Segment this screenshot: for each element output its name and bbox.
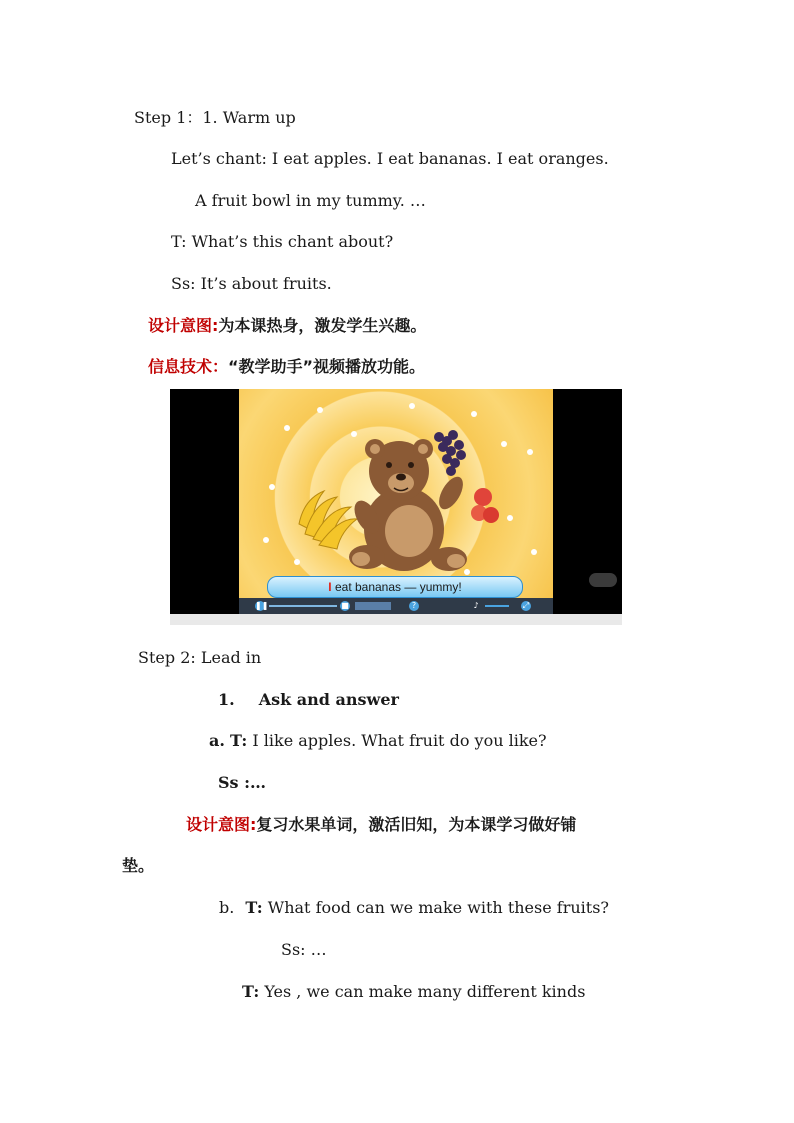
video-subtitle — [267, 576, 523, 598]
item-a-question: I like apples. What fruit do you like? — [252, 731, 547, 750]
pause-icon[interactable]: ❚❚ — [255, 601, 269, 610]
item-a-label: a. — [209, 731, 225, 750]
sub-heading-number: 1. — [218, 690, 235, 709]
stop-icon[interactable]: ■ — [341, 601, 349, 610]
sub-heading-1 — [218, 690, 399, 710]
fullscreen-icon[interactable]: ⤢ — [522, 601, 530, 610]
teacher-question: T: What’s this chant about? — [171, 232, 394, 251]
volume-icon[interactable]: ♪ — [473, 601, 479, 610]
design-intent-2-cont: 垫。 — [122, 856, 155, 875]
item-b-speaker: T: — [245, 898, 263, 917]
item-b2-speaker: T: — [242, 982, 260, 1001]
question-icon[interactable]: ? — [409, 601, 419, 611]
bear-illustration — [239, 389, 553, 605]
item-b-question: What food can we make with these fruits? — [267, 898, 609, 917]
subtitle-highlight: I — [328, 580, 332, 594]
player-status-bar — [170, 614, 622, 625]
apple-icon — [471, 488, 499, 523]
item-b2-text: Yes , we can make many different kinds — [264, 982, 586, 1001]
step1-heading: Step 1：1. Warm up — [134, 108, 296, 127]
step2-heading: Step 2: Lead in — [138, 648, 262, 667]
video-frame — [239, 389, 553, 605]
dialogue-a — [209, 731, 547, 751]
design-intent-text: 为本课热身，激发学生兴趣。 — [218, 316, 427, 335]
video-controls — [239, 598, 553, 614]
video-player[interactable] — [170, 389, 622, 625]
item-b-label: b. — [219, 898, 235, 917]
info-tech-label: 信息技术： — [148, 357, 229, 376]
design-intent-1 — [148, 316, 426, 336]
sub-heading-title: Ask and answer — [258, 690, 399, 709]
design-intent-label-2: 设计意图: — [186, 815, 257, 834]
students-answer: Ss: It’s about fruits. — [171, 274, 332, 293]
design-intent-text-2: 复习水果单词，激活旧知，为本课学习做好铺 — [256, 815, 577, 834]
info-tech-1 — [148, 357, 425, 377]
dialogue-b-answer: Ss: … — [281, 940, 327, 959]
design-intent-label: 设计意图: — [148, 316, 219, 335]
grapes-icon — [434, 430, 466, 476]
subtitle-text: eat bananas — yummy! — [331, 580, 462, 594]
chant-line-1: Let’s chant: I eat apples. I eat bananas. I eat oranges. — [171, 149, 609, 168]
chant-line-2: A fruit bowl in my tummy. … — [195, 191, 426, 210]
info-tech-text: “教学助手”视频播放功能。 — [228, 357, 426, 376]
design-intent-2 — [186, 815, 576, 835]
dialogue-b — [219, 898, 609, 918]
banana-icon — [299, 491, 357, 549]
progress-track[interactable] — [269, 605, 337, 607]
dialogue-b-teacher — [242, 982, 585, 1002]
speed-button[interactable] — [355, 602, 391, 610]
item-a-speaker: T: — [230, 731, 248, 750]
dialogue-a-answer: Ss :… — [218, 773, 267, 792]
side-control-button[interactable] — [589, 573, 617, 587]
volume-slider[interactable] — [485, 605, 509, 607]
